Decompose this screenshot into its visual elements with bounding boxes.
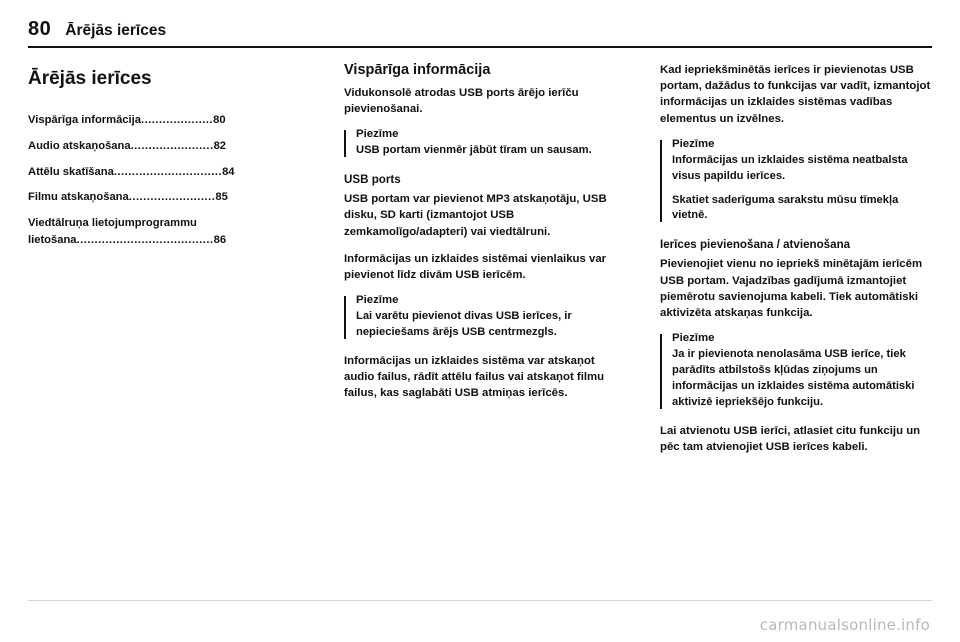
paragraph-col3-2: Pievienojiet vienu no iepriekš minētajām ierīcēm USB portam. Vajadzības gadījumā izmantojiet piemērotu savienojuma kabeli. Tiek automātiski aktivizēta atskaņas funkcija.: [660, 258, 923, 319]
toc-label: Attēlu skatīšana: [28, 165, 114, 178]
toc-leader: .......................: [130, 139, 214, 152]
toc-entry[interactable]: [28, 138, 300, 155]
paragraph-usb-3: Informācijas un izklaides sistēma var atskaņot audio failus, rādīt attēlu failus vai atskaņot filmu failus, kas saglabāti USB atmiņas ierīcēs.: [344, 355, 605, 400]
note-title: Piezīme: [672, 332, 715, 345]
paragraph-usb-1: USB portam var pievienot MP3 atskaņotāju, USB disku, SD karti (izmantojot USB zemkamolīgo/adapteri) vai viedtālruni.: [344, 193, 607, 238]
note-text: Lai varētu pievienot divas USB ierīces, ir nepieciešams ārējs USB centrmezgls.: [356, 310, 572, 339]
paragraph-usb-2: Informācijas un izklaides sistēmai vienlaikus var pievienot līdz divām USB ierīcēm.: [344, 252, 607, 282]
note-text: Ja ir pievienota nenolasāma USB ierīce, tiek parādīts atbilstošs kļūdas ziņojums un informācijas un izklaides sistēma automātiski aktivizē iepriekšējo funkciju.: [672, 348, 915, 408]
column-two: [344, 62, 616, 582]
footer-divider: [28, 600, 932, 601]
note-text: USB portam vienmēr jābūt tīram un sausam.: [356, 144, 592, 157]
toc-leader: ......................................: [76, 233, 214, 246]
toc-label: Viedtālruņa lietojumprogrammu lietošana: [28, 217, 197, 246]
note-text: Skatiet saderīguma sarakstu mūsu tīmekļa vietnē.: [672, 193, 899, 222]
toc-page: 85: [215, 191, 228, 204]
note-title: Piezīme: [356, 128, 399, 141]
note-box: [660, 332, 932, 411]
page-header: [28, 18, 932, 41]
toc-page: 80: [213, 114, 226, 126]
subheading-connect-disconnect: Ierīces pievienošana / atvienošana: [660, 238, 851, 252]
section-heading-general-info: Vispārīga informācija: [344, 62, 491, 78]
header-divider: [28, 46, 932, 48]
chapter-title: Ārējās ierīces: [28, 68, 152, 89]
subheading-usb-port: USB ports: [344, 173, 401, 187]
toc-entry[interactable]: [28, 164, 300, 181]
paragraph-intro: Vidukonsolē atrodas USB ports ārējo ierīču pievienošanai.: [344, 87, 579, 116]
toc-label: Audio atskaņošana: [28, 139, 131, 152]
note-title: Piezīme: [356, 294, 399, 307]
toc-page: 84: [222, 165, 235, 178]
toc-leader: ..............................: [113, 165, 223, 178]
header-title: Ārējās ierīces: [65, 22, 167, 39]
toc-entry[interactable]: [28, 189, 300, 206]
column-gap: [616, 62, 660, 582]
note-text: Informācijas un izklaides sistēma neatbalsta visus papildu ierīces.: [672, 153, 908, 182]
toc-label: Filmu atskaņošana: [28, 191, 129, 204]
toc-entry[interactable]: [28, 215, 300, 249]
toc-leader: ........................: [128, 191, 216, 204]
note-title: Piezīme: [672, 137, 715, 150]
note-box: [344, 128, 616, 159]
note-box: [660, 138, 932, 225]
column-one: [28, 62, 300, 582]
site-watermark: carmanualsonline.info: [759, 616, 930, 634]
toc-leader: ....................: [140, 114, 214, 126]
paragraph-col3-1: Kad iepriekšminētās ierīces ir pievienotas USB portam, dažādus to funkcijas var vadīt, izmantojot informācijas un izklaides sistēmas vadības elementus un izvēlnes.: [660, 64, 931, 125]
column-gap: [300, 62, 344, 582]
page-number: 80: [28, 18, 52, 40]
paragraph-col3-3: Lai atvienotu USB ierīci, atlasiet citu funkciju un pēc tam atvienojiet USB ierīces kabeli.: [660, 424, 921, 453]
toc-page: 86: [213, 233, 227, 246]
column-three: [660, 62, 932, 582]
note-box: [344, 294, 616, 341]
columns-container: [28, 62, 932, 582]
toc-page: 82: [213, 139, 227, 152]
toc-entry[interactable]: [28, 112, 300, 129]
toc-label: Vispārīga informācija: [28, 114, 141, 126]
table-of-contents: [28, 112, 300, 249]
